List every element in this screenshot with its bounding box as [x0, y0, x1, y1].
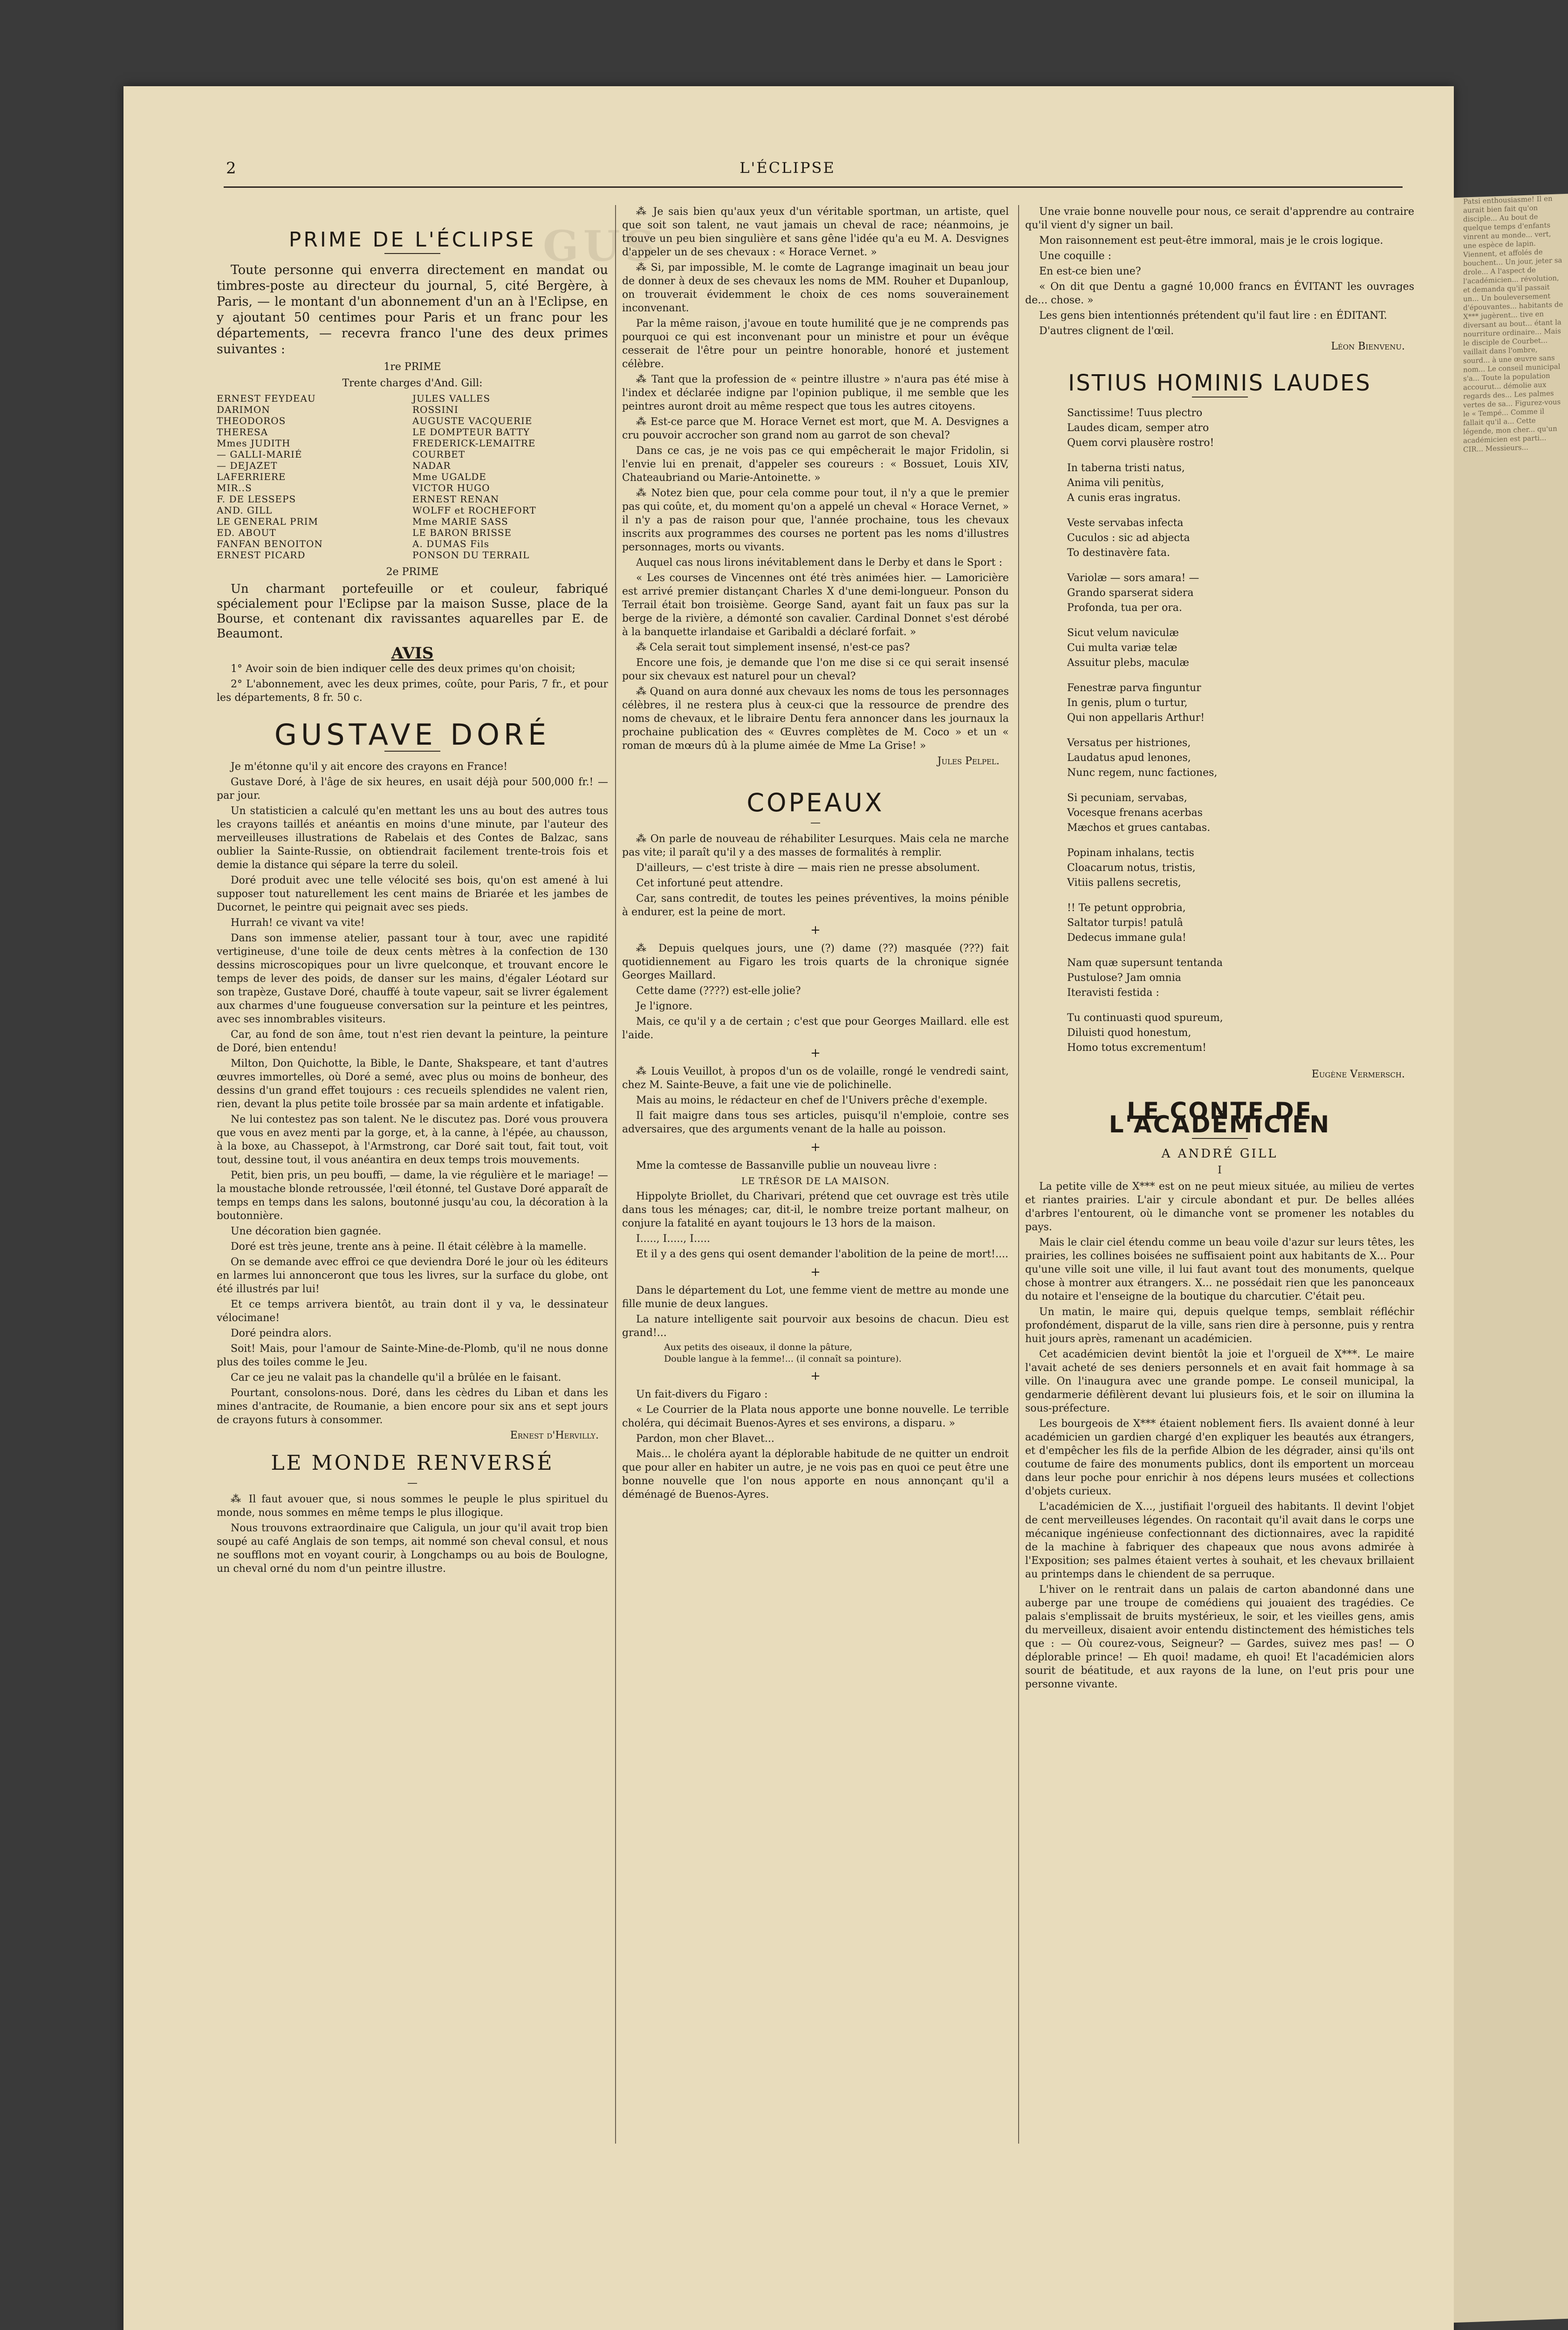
paragraph: D'ailleurs, — c'est triste à dire — mais rien ne presse absolument. [636, 862, 980, 874]
paragraph: Soit! Mais, pour l'amour de Sainte-Mine-de-Plomb, qu'il ne nous donne plus des toiles comme le Jeu. [217, 1343, 608, 1368]
bassanville-intro: Mme la comtesse de Bassanville publie un nouveau livre : [636, 1160, 937, 1172]
caricature-names-list [217, 393, 608, 561]
paragraph: Et il y a des gens qui osent demander l'abolition de la peine de mort!.... [636, 1248, 1008, 1260]
caricature-name: LE DOMPTEUR BATTY [412, 426, 530, 438]
latin-poem [1025, 406, 1414, 1066]
caricature-name: Mmes JUDITH [217, 438, 291, 449]
column-rule [615, 205, 616, 2144]
bassanville-book-title: LE TRÉSOR DE LA MAISON. [741, 1175, 890, 1186]
bassanville-body [622, 1190, 1009, 1261]
poem-line: !! Te petunt opprobria, [1067, 902, 1186, 914]
poem-line: Cloacarum notus, tristis, [1067, 862, 1196, 874]
paragraph: Dans le département du Lot, une femme vient de mettre au monde une fille munie de deux langues. [622, 1285, 1009, 1310]
poem-line: Quem corvi plausère rostro! [1067, 437, 1214, 449]
caricature-name: LAFERRIERE [217, 471, 286, 482]
section-rule [384, 253, 440, 254]
poem-line: Si pecuniam, servabas, [1067, 792, 1187, 804]
paragraph: Mais, ce qu'il y a de certain ; c'est que pour Georges Maillard. elle est l'aide. [622, 1016, 1009, 1041]
poem-line: Grando sparserat sidera [1067, 587, 1194, 599]
paragraph: D'autres clignent de l'œil. [1039, 325, 1174, 337]
stanza-gap [1067, 506, 1414, 516]
caricature-name: AND. GILL [217, 505, 273, 516]
paragraph: Hurrah! ce vivant va vite! [231, 917, 365, 929]
stanza-gap [1067, 946, 1414, 956]
paragraph: Pardon, mon cher Blavet... [636, 1433, 774, 1445]
poem-line: Vocesque frenans acerbas [1067, 807, 1203, 819]
stanza-gap [1067, 1055, 1414, 1066]
separator-plus: + [810, 923, 821, 937]
avis-item-1: 1° Avoir soin de bien indiquer celle des deux primes qu'on choisit; [231, 663, 575, 675]
copeaux-title: COPEAUX [746, 788, 884, 817]
lot-verse-1: Aux petits des oiseaux, il donne la pâture, [664, 1342, 853, 1352]
prime1-heading: 1re PRIME [383, 361, 441, 373]
poem-line: Popinam inhalans, tectis [1067, 847, 1194, 859]
caricature-name: ED. ABOUT [217, 527, 276, 538]
paragraph: ⁂ Tant que la profession de « peintre illustre » n'aura pas été mise à l'index et déclarée indigne par l'opinion publique, il me semble que les peintres auront droit au même respect que tous les autres citoyens. [622, 374, 1009, 412]
monde-title: LE MONDE RENVERSÉ [271, 1451, 554, 1475]
stanza-gap [1067, 616, 1414, 626]
section-rule [1192, 1138, 1248, 1139]
poem-line: Pustulose? Jam omnia [1067, 972, 1181, 984]
poem-line: Assuitur plebs, maculæ [1067, 657, 1189, 669]
paragraph: En est-ce bien une? [1039, 266, 1141, 277]
caricature-name: COURBET [412, 449, 466, 460]
paragraph: La nature intelligente sait pourvoir aux besoins de chacun. Dieu est grand!... [622, 1314, 1009, 1339]
paragraph: Les gens bien intentionnés prétendent qu'il faut lire : en ÉDITANT. [1039, 310, 1387, 322]
caricature-name: LE GENERAL PRIM [217, 516, 318, 527]
column-3 [1025, 205, 1414, 1693]
paragraph: Une vraie bonne nouvelle pour nous, ce serait d'apprendre au contraire qu'il vient d'y signer un bail. [1025, 206, 1414, 231]
separator-plus: + [810, 1369, 821, 1383]
poem-line: Veste servabas infecta [1067, 517, 1184, 529]
vermersch-signature: Eugène Vermersch. [1311, 1069, 1405, 1080]
caricature-name: — DEJAZET [217, 460, 278, 471]
paragraph: ⁂ Cela serait tout simplement insensé, n'est-ce pas? [636, 642, 910, 653]
dore-article-body [217, 760, 608, 1427]
poem-line: Nunc regem, nunc factiones, [1067, 767, 1218, 779]
paragraph: ⁂ Si, par impossible, M. le comte de Lagrange imaginait un beau jour de donner à deux de ses chevaux les noms de MM. Rouher et Dupanloup, on trouverait évidemment le choix de ces noms souverainement inconvenant. [622, 262, 1009, 314]
paragraph: Mais... le choléra ayant la déplorable habitude de ne quitter un endroit que pour aller en habiter un autre, je ne vois pas en quoi ce peut être une bonne nouvelle que l'on nous apporte en nous annonçant qu'il a déménagé de Buenos-Ayres. [622, 1448, 1009, 1501]
show-through-text: GUS [543, 221, 660, 271]
paragraph: Un fait-divers du Figaro : [636, 1389, 768, 1400]
column-rule [1018, 205, 1019, 2144]
caricature-name: NADAR [412, 460, 451, 471]
paragraph: Cet infortuné peut attendre. [636, 877, 783, 889]
conte-dedication: A ANDRÉ GILL [1161, 1147, 1278, 1161]
separator-plus: + [810, 1046, 821, 1060]
paragraph: Car ce jeu ne valait pas la chandelle qu'il a brûlée en le faisant. [231, 1372, 561, 1384]
lot-body [622, 1284, 1009, 1340]
poem-line: To destinavère fata. [1067, 547, 1170, 559]
prime-title: PRIME DE L'ÉCLIPSE [288, 228, 536, 252]
caricature-name: LE BARON BRISSE [412, 527, 512, 538]
paragraph: Mon raisonnement est peut-être immoral, mais je le crois logique. [1039, 235, 1383, 247]
caricature-name: FREDERICK-LEMAITRE [412, 438, 536, 449]
paragraph: ⁂ Depuis quelques jours, une (?) dame (??) masquée (???) fait quotidiennement au Figaro les trois quarts de la chronique signée Georges Maillard. [622, 943, 1009, 981]
facing-page-text: Patsi enthousiasme! Il en aurait bien fait qu'on disciple... Au bout de quelque temps d'enfants vinrent au monde... vert, une espèce de lapin. Viennent, et affolés de bouchent... Un jour, jeter sa drole... A l'aspect de l'académicien... révolution, et demanda qu'il passait un... Un bouleversement d'épouvantes... habitants de X*** jugèrent... tive en diversant au bout... étant la nourriture ordinaire... Mais le disciple de Courbet... vaillait dans l'ombre, sourd... à une œuvre sans nom... Le conseil municipal s'a... Toute la population accourut... démolie aux regards des... Les palmes vertes de sa... Figurez-vous le « Tempé... Comme il fallait qu'il a... Cette légende, mon cher... qu'un académicien est parti... CIR... Messieurs... [1463, 194, 1563, 454]
header-rule [224, 186, 1403, 188]
paragraph: Il fait maigre dans tous ses articles, puisqu'il n'emploie, contre ses adversaires, que des arguments venant de la halle au poisson. [622, 1110, 1009, 1135]
stanza-gap [1067, 836, 1414, 846]
section-dash: — [407, 1477, 418, 1489]
caricature-name: PONSON DU TERRAIL [412, 549, 530, 561]
page-header [172, 155, 1403, 183]
stanza-gap [1067, 1001, 1414, 1011]
paragraph: L'académicien de X..., justifiait l'orgueil des habitants. Il devint l'objet de cent merveilleuses légendes. On racontait qu'il avait dans le corps une mécanique ingénieuse confectionnant des dictionnaires, avec la rapidité de la machine à fabriquer des chapeaux que nous avons admirée à l'Exposition; ses palmes étaient vertes à souhait, et les chevaux brillaient au printemps dans le chiendent de sa perruque. [1025, 1501, 1414, 1580]
paragraph: ⁂ Il faut avouer que, si nous sommes le peuple le plus spirituel du monde, nous sommes en même temps le plus illogique. [217, 1494, 608, 1519]
bienvenu-signature: Léon Bienvenu. [1331, 341, 1405, 352]
prime-text: Toute personne qui enverra directement en mandat ou timbres-poste au directeur du journal, 5, cité Bergère, à Paris, — le montant d'un abonnement d'un an à l'Eclipse, en y ajoutant 50 centimes pour Paris et un franc pour les départements, — recevra franco l'une des deux primes suivantes : [217, 263, 608, 356]
poem-line: Cui multa variæ telæ [1067, 642, 1178, 654]
poem-line: Iteravisti festida : [1067, 987, 1159, 999]
poem-line: Profonda, tua per ora. [1067, 602, 1182, 614]
copeaux-item-lesurques [622, 832, 1009, 919]
caricature-name: F. DE LESSEPS [217, 493, 296, 505]
paragraph: Je l'ignore. [636, 1001, 692, 1012]
paragraph: Je m'étonne qu'il y ait encore des crayons en France! [231, 761, 508, 773]
paragraph: Auquel cas nous lirons inévitablement dans le Derby et dans le Sport : [636, 557, 1002, 569]
poem-line: A cunis eras ingratus. [1067, 492, 1181, 504]
poem-line: In taberna tristi natus, [1067, 462, 1185, 474]
poem-line: In genis, plum o turtur, [1067, 697, 1188, 709]
caricature-name: ERNEST RENAN [412, 493, 500, 505]
paragraph: Encore une fois, je demande que l'on me dise si ce qui serait insensé pour six chevaux est naturel pour un cheval? [622, 657, 1009, 682]
paragraph: ⁂ On parle de nouveau de réhabiliter Lesurques. Mais cela ne marche pas vite; il paraît qu'il y a des masses de formalités à remplir. [622, 833, 1009, 858]
caricature-name: A. DUMAS Fils [412, 538, 489, 549]
poem-line: Vitiis pallens secretis, [1067, 877, 1181, 889]
paragraph: Doré peindra alors. [231, 1328, 332, 1339]
section-dash: — [810, 817, 821, 829]
coquille-article [1025, 205, 1414, 338]
stanza-gap [1067, 781, 1414, 791]
poem-line: Laudes dicam, semper atro [1067, 422, 1209, 434]
poem-line: Versatus per histriones, [1067, 737, 1191, 749]
poem-line: Saltator turpis! patulâ [1067, 917, 1183, 929]
poem-line: Anima vili penitùs, [1067, 477, 1164, 489]
poem-line: Sanctissime! Tuus plectro [1067, 407, 1203, 419]
conte-title: LE CONTE DE L'ACADÉMICIEN [1109, 1097, 1331, 1138]
paragraph: ⁂ Quand on aura donné aux chevaux les noms de tous les personnages célèbres, il ne restera plus à ceux-ci que la ressource de prendre des noms de chevaux, et le libraire Dentu fera annoncer dans les journaux la prochaine publication des « Œuvres complètes de M. Coco » et un « roman de mœurs dû à la plume aimée de Mme La Grise! » [622, 686, 1009, 752]
paragraph: Mais le clair ciel étendu comme un beau voile d'azur sur leurs têtes, les prairies, les collines boisées ne suffisaient point aux habitants de X... Pour qu'une ville soit une ville, il lui faut avant tout des monuments, quelque chose à montrer aux étrangers. X... ne possédait rien que les panonceaux du notaire et l'enseigne de la boutique du charcutier. C'était peu. [1025, 1237, 1414, 1302]
paragraph: Gustave Doré, à l'âge de six heures, en usait déjà pour 500,000 fr.! — par jour. [217, 776, 608, 802]
caricature-name: JULES VALLES [412, 393, 491, 404]
caricature-name: THEODOROS [217, 415, 286, 426]
paragraph: Mais au moins, le rédacteur en chef de l'Univers prêche d'exemple. [636, 1095, 988, 1106]
page-number: 2 [226, 159, 236, 178]
caricature-name: AUGUSTE VACQUERIE [412, 415, 533, 426]
paragraph: Pourtant, consolons-nous. Doré, dans les cèdres du Liban et dans les mines d'antracite, de Roumanie, a bien encore pour six ans et sept jours de crayons futurs à consommer. [217, 1387, 608, 1426]
avis-item-2: 2° L'abonnement, avec les deux primes, coûte, pour Paris, 7 fr., et pour les départements, 8 fr. 50 c. [217, 678, 608, 704]
separator-plus: + [810, 1140, 821, 1154]
caricature-name: FANFAN BENOITON [217, 538, 323, 549]
poem-line: Fenestræ parva finguntur [1067, 682, 1201, 694]
poem-line: Qui non appellaris Arthur! [1067, 712, 1205, 724]
paragraph: Car, sans contredit, de toutes les peines préventives, la moins pénible à endurer, est la peine de mort. [622, 893, 1009, 918]
poem-line: Variolæ — sors amara! — [1067, 572, 1199, 584]
paragraph: « Le Courrier de la Plata nous apporte une bonne nouvelle. Le terrible choléra, qui décimait Buenos-Ayres et ses environs, a disparu. » [622, 1404, 1009, 1429]
prime2-heading: 2e PRIME [386, 566, 439, 578]
paragraph: Ne lui contestez pas son talent. Ne le discutez pas. Doré vous prouvera que vous en avez menti par la gorge, et, à la canne, à l'épée, au chausson, à la boxe, au Chassepot, à l'Armstrong, car Doré sait tout, fait tout, voit tout, dessine tout, il vous anéantira en deux temps trois mouvements. [217, 1114, 608, 1166]
stanza-gap [1067, 726, 1414, 736]
horace-vernet-article [622, 205, 1009, 753]
prime1-subheading: Trente charges d'And. Gill: [342, 377, 483, 389]
caricature-name: Mme MARIE SASS [412, 516, 508, 527]
poem-line: Diluisti quod honestum, [1067, 1027, 1191, 1039]
paragraph: ⁂ Je sais bien qu'aux yeux d'un véritable sportman, un artiste, quel que soit son talent, ne vaut jamais un cheval de race; néanmoins, je trouve un peu bien singulière et sans gêne l'idée qu'a eu M. A. Desvignes d'appeler un de ses chevaux : « Horace Vernet. » [622, 206, 1009, 258]
paragraph: La petite ville de X*** est on ne peut mieux située, au milieu de vertes et riantes prairies. L'air y circule abondant et pur. De belles allées d'arbres l'entourent, où le dimanche vont se promener les notables du pays. [1025, 1181, 1414, 1233]
caricature-name: ERNEST PICARD [217, 549, 306, 561]
figaro-body [622, 1388, 1009, 1501]
poem-line: Mæchos et grues cantabas. [1067, 822, 1211, 834]
conte-body [1025, 1180, 1414, 1691]
prime2-text: Un charmant portefeuille or et couleur, fabriqué spécialement pour l'Eclipse par la maison Susse, place de la Bourse, et contenant dix ravissantes aquarelles par E. de Beaumont. [217, 582, 608, 641]
paragraph: Et ce temps arrivera bientôt, au train dont il y va, le dessinateur vélocimane! [217, 1299, 608, 1324]
names-left-column [217, 393, 412, 561]
facing-page-edge [1454, 194, 1568, 2323]
paragraph: L'hiver on le rentrait dans un palais de carton abandonné dans une auberge par une troupe de comédiens qui jouaient des tragédies. Ce palais s'emplissait de bruits mystérieux, le soir, et les vieilles gens, amis du merveilleux, disaient avoir entendu distinctement des hémistiches tels que : — Où courez-vous, Seigneur? — Gardes, suivez mes pas! — O déplorable prince! — Eh quoi! madame, eh quoi! Et l'académicien alors sourit de béatitude, et aux rayons de la lune, on l'eut pris pour une personne vivante. [1025, 1584, 1414, 1690]
caricature-name: ERNEST FEYDEAU [217, 393, 316, 404]
column-2 [622, 205, 1009, 1503]
paragraph: ⁂ Est-ce parce que M. Horace Vernet est mort, que M. A. Desvignes a cru pouvoir accrocher son grand nom au garrot de son cheval? [622, 416, 1009, 441]
paragraph: Petit, bien pris, un peu bouffi, — dame, la vie régulière et le mariage! — la moustache blonde retroussée, l'œil étonné, tel Gustave Doré apparaît de temps en temps dans les salons, boutonné jusqu'au cou, la décoration à la boutonnière. [217, 1170, 608, 1222]
caricature-name: ROSSINI [412, 404, 459, 415]
paragraph: Hippolyte Briollet, du Charivari, prétend que cet ouvrage est très utile dans tous les ménages; car, dit-il, le nombre treize portant malheur, on conjure la fatalité en ayant toujours le 13 hors de la maison. [622, 1191, 1009, 1229]
copeaux-item-figaro [622, 942, 1009, 1042]
caricature-name: DARIMON [217, 404, 270, 415]
paragraph: Doré produit avec une telle vélocité ses bois, qu'on est amené à lui supposer tout naturellement les cent mains de Briarée et les jambes de Ducornet, le peintre qui peignait avec ses pieds. [217, 875, 608, 913]
paragraph: Milton, Don Quichotte, la Bible, le Dante, Shakspeare, et tant d'autres œuvres immortelles, où Doré a semé, avec plus ou moins de bonheur, des dessins d'un grand effet toujours : ces recueils splendides ne valent rien, rien, devant la plus petite toile brossée par sa main ardente et infatigable. [217, 1058, 608, 1110]
istius-title: ISTIUS HOMINIS LAUDES [1068, 370, 1371, 396]
caricature-name: WOLFF et ROCHEFORT [412, 505, 536, 516]
poem-line: Cuculos : sic ad abjecta [1067, 532, 1190, 544]
paragraph: Dans son immense atelier, passant tour à tour, avec une rapidité vertigineuse, d'une toile de deux cents mètres à la confection de 130 dessins microscopiques pour un livre quelconque, et trouvant encore le temps de lever des poids, de danser sur les mains, d'égaler Léotard sur son trapèze, Gustave Doré, chauffé à toute vapeur, sait se livrer également aux charmes d'une fougueuse conversation sur la peinture et les peintres, avec ses innombrables visiteurs. [217, 932, 608, 1025]
newspaper-title: L'ÉCLIPSE [739, 159, 835, 177]
monde-article-body [217, 1493, 608, 1576]
paragraph: I....., I....., I..... [636, 1233, 710, 1245]
names-right-column [412, 393, 608, 561]
paragraph: Un matin, le maire qui, depuis quelque temps, semblait réfléchir profondément, disparut de la ville, sans rien dire à personne, puis y rentra huit jours après, ramenant un académicien. [1025, 1306, 1414, 1345]
dore-title: GUSTAVE DORÉ [274, 718, 551, 752]
lot-verse-2: Double langue à la femme!... (il connaît sa pointure). [664, 1354, 902, 1364]
caricature-name: Mme UGALDE [412, 471, 486, 482]
paragraph: ⁂ Notez bien que, pour cela comme pour tout, il n'y a que le premier pas qui coûte, et, du moment qu'on a appelé un cheval « Horace Vernet, » il n'y a pas de raison pour que, l'année prochaine, tous les chevaux inscrits aux programmes des courses ne portent pas les noms d'illustres personnages, morts ou vivants. [622, 487, 1009, 553]
dore-signature: Ernest d'Hervilly. [510, 1430, 599, 1441]
stanza-gap [1067, 891, 1414, 901]
poem-line: Homo totus excrementum! [1067, 1042, 1206, 1054]
paragraph: « Les courses de Vincennes ont été très animées hier. — Lamoricière est arrivé premier distançant Charles X d'une demi-longueur. Ponson du Terrail était bon troisième. George Sand, ayant fait un faux pas sur la berge de la rivière, a démonté son cavalier. Cardinal Donnet s'est dérobé à la banquette irlandaise et Garibaldi a déclaré forfait. » [622, 572, 1009, 638]
paragraph: Par la même raison, j'avoue en toute humilité que je ne comprends pas pourquoi ce qui est inconvenant pour un ministre et pour un évêque cesserait de l'être pour un peintre honorable, honoré et justement célèbre. [622, 318, 1009, 370]
stanza-gap [1067, 671, 1414, 681]
paragraph: « On dit que Dentu a gagné 10,000 francs en ÉVITANT les ouvrages de... chose. » [1025, 281, 1414, 306]
paragraph: Car, au fond de son âme, tout n'est rien devant la peinture, la peinture de Doré, bien entendu! [217, 1029, 608, 1054]
avis-heading: AVIS [391, 644, 434, 663]
poem-line: Tu continuasti quod spureum, [1067, 1012, 1223, 1024]
column-1 [217, 205, 608, 1577]
caricature-name: — GALLI-MARIÉ [217, 449, 302, 460]
conte-chapter-numeral: I [1218, 1165, 1222, 1176]
caricature-name: MIR..S [217, 482, 252, 493]
poem-line: Laudatus apud lenones, [1067, 752, 1191, 764]
paragraph: Une décoration bien gagnée. [231, 1226, 382, 1237]
paragraph: Un statisticien a calculé qu'en mettant les uns au bout des autres tous les crayons taillés et anéantis en moins d'une minute, par l'auteur des merveilleuses illustrations de Rabelais et des Contes de Balzac, sans oublier la Sainte-Russie, on obtiendrait facilement trente-trois fois et demie la distance qui sépare la terre du soleil. [217, 805, 608, 871]
paragraph: Cette dame (????) est-elle jolie? [636, 985, 801, 997]
paragraph: ⁂ Louis Veuillot, à propos d'un os de volaille, rongé le vendredi saint, chez M. Sainte-Beuve, a fait une vie de polichinelle. [622, 1066, 1009, 1091]
paragraph: Les bourgeois de X*** étaient noblement fiers. Ils avaient donné à leur académicien un gardien chargé d'en expliquer les beautés aux étrangers, et d'empêcher les fils de la perfide Albion de les dégrader, ainsi qu'ils ont coutume de faire des monuments publics, dont ils emportent un morceau dans leur poche pour enrichir à nos dépens leurs musées et collections d'objets curieux. [1025, 1418, 1414, 1497]
stanza-gap [1067, 561, 1414, 571]
caricature-name: THERESA [217, 426, 268, 438]
poem-line: Dedecus immane gula! [1067, 932, 1186, 944]
separator-plus: + [810, 1265, 821, 1279]
poem-line: Sicut velum naviculæ [1067, 627, 1179, 639]
caricature-name: VICTOR HUGO [412, 482, 490, 493]
paragraph: Doré est très jeune, trente ans à peine. Il était célèbre à la mamelle. [231, 1241, 587, 1253]
copeaux-item-veuillot [622, 1065, 1009, 1136]
stanza-gap [1067, 451, 1414, 461]
pelpel-signature: Jules Pelpel. [937, 755, 1000, 767]
paragraph: Dans ce cas, je ne vois pas ce qui empêcherait le major Fridolin, si l'envie lui en prenait, d'appeler ses coureurs : « Bossuet, Louis XIV, Chateaubriand ou Marie-Antoinette. » [622, 445, 1009, 484]
paragraph: Une coquille : [1039, 250, 1112, 262]
poem-line: Nam quæ supersunt tentanda [1067, 957, 1223, 969]
paragraph: Cet académicien devint bientôt la joie et l'orgueil de X***. Le maire l'avait acheté de ses deniers personnels et en avait fait hommage à sa ville. On l'inaugura avec une grande pompe. Le conseil municipal, la gendarmerie défilèrent devant lui plusieurs fois, et le soir on illumina la sous-préfecture. [1025, 1349, 1414, 1414]
paragraph: Nous trouvons extraordinaire que Caligula, un jour qu'il avait trop bien soupé au café Anglais de son temps, ait nommé son cheval consul, et nous ne soufflons mot en voyant courir, à Longchamps ou au bois de Boulogne, un cheval orné du nom d'un peintre illustre. [217, 1522, 608, 1575]
paragraph: On se demande avec effroi ce que deviendra Doré le jour où les éditeurs en larmes lui annonceront que tous les livres, sur la surface du globe, ont été illustrés par lui! [217, 1256, 608, 1295]
